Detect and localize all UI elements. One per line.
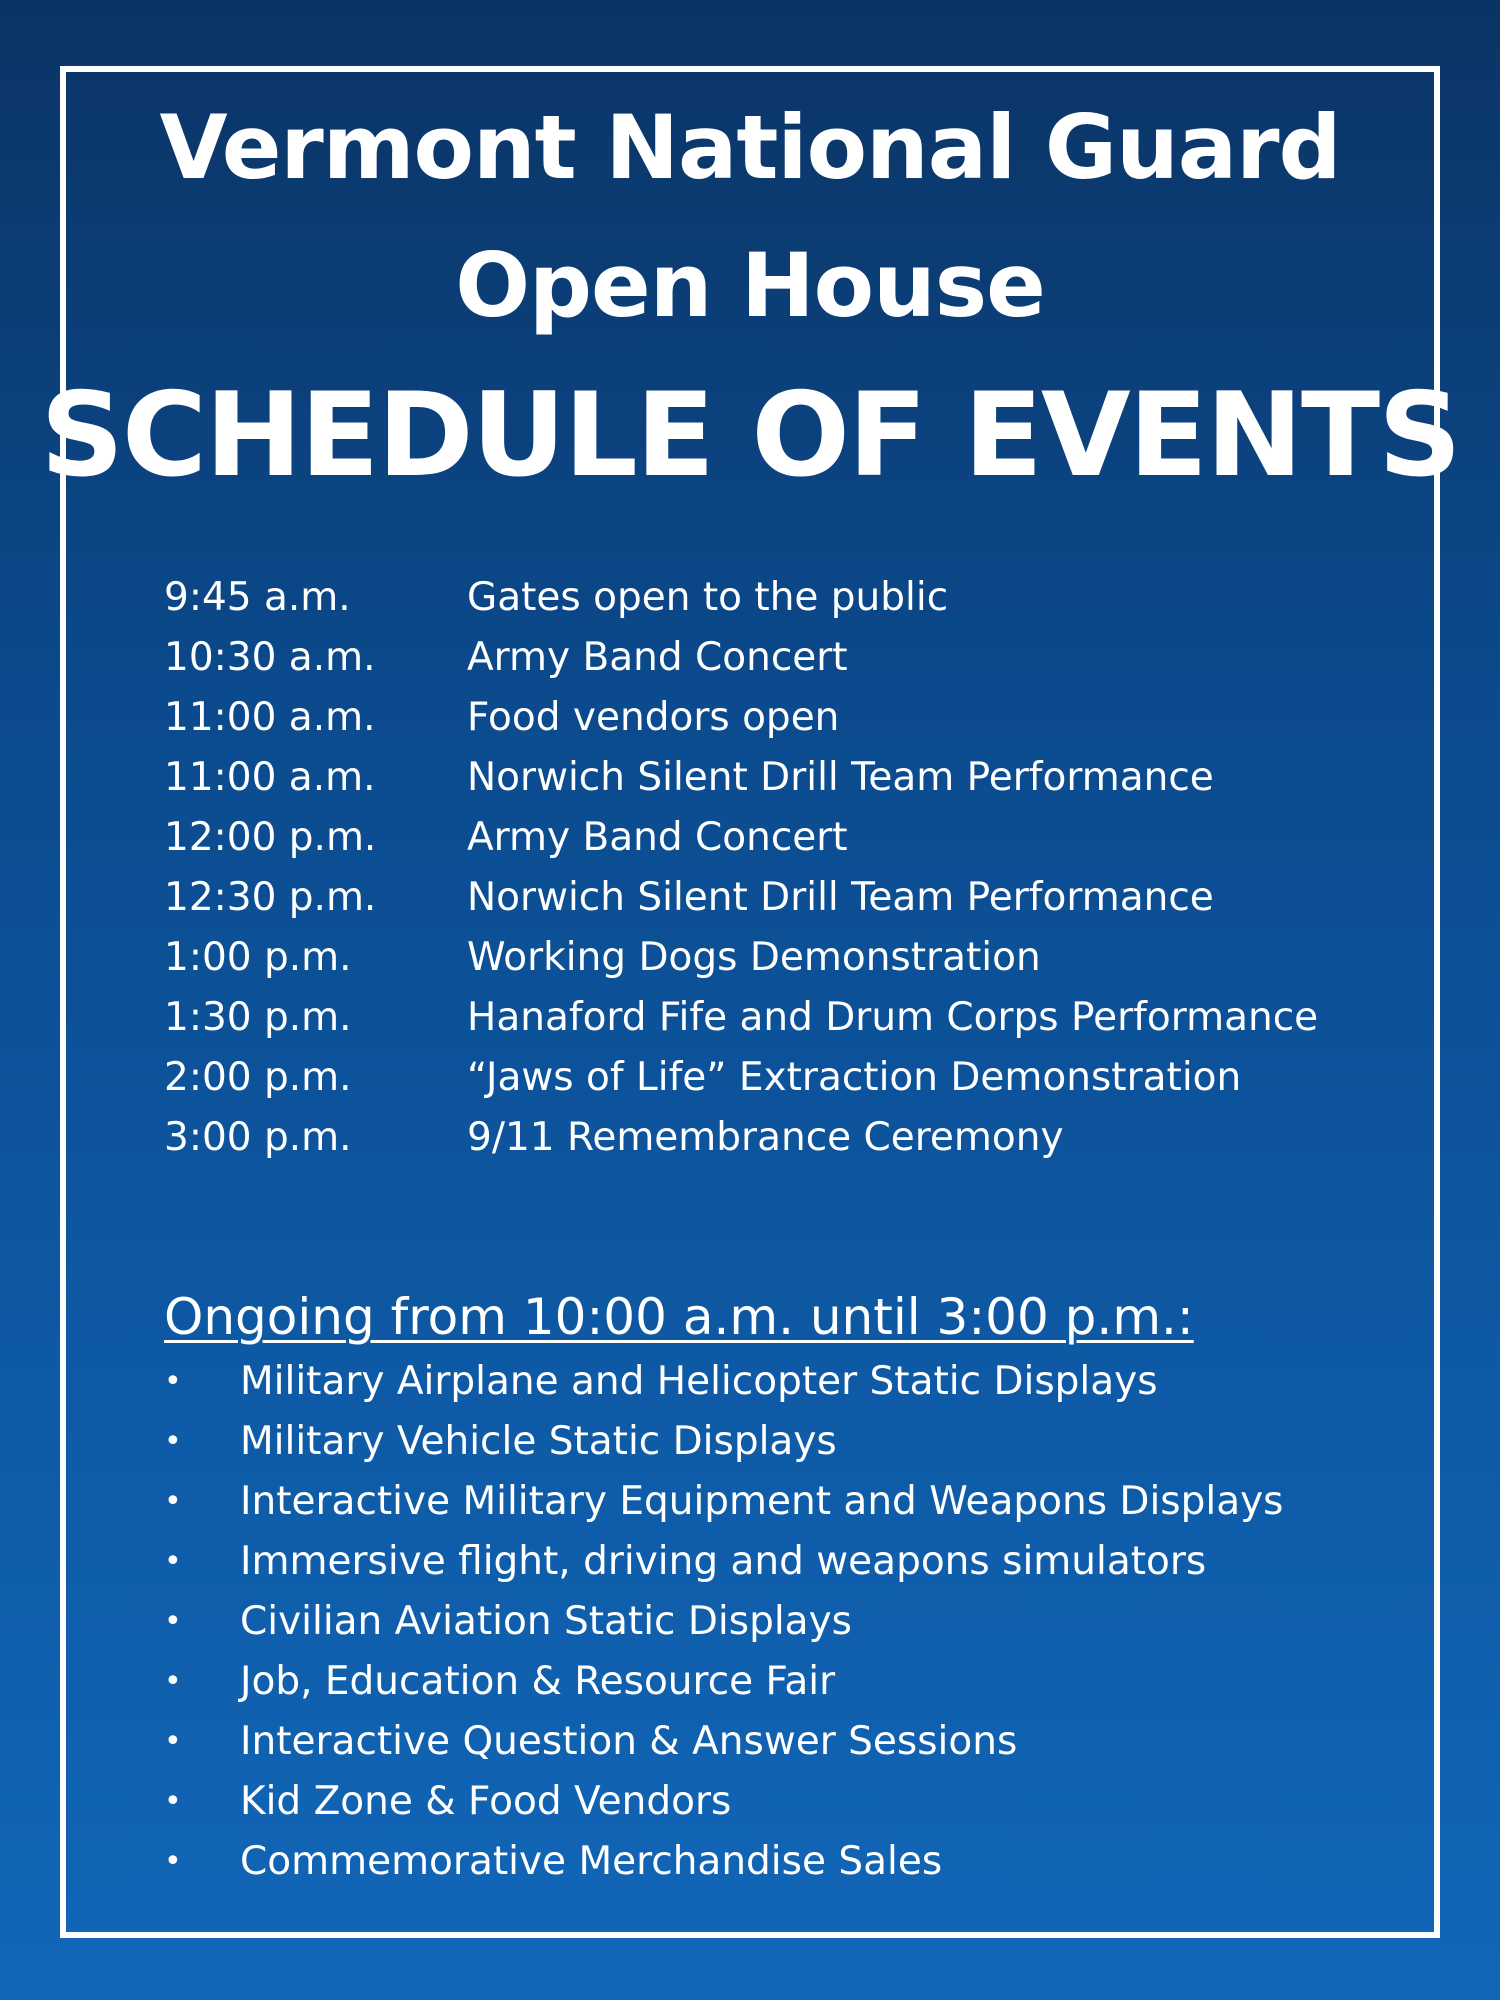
ongoing-item (164, 1592, 1394, 1652)
ongoing-item (164, 1412, 1394, 1472)
title-event-name: Open House (455, 234, 1045, 337)
ongoing-item (164, 1532, 1394, 1592)
schedule-event: Norwich Silent Drill Team Performance (467, 875, 1214, 920)
ongoing-item (164, 1772, 1394, 1832)
ongoing-item-label: Commemorative Merchandise Sales (240, 1839, 943, 1884)
schedule-row (164, 748, 1394, 808)
ongoing-item-label: Military Airplane and Helicopter Static Displays (240, 1359, 1158, 1404)
ongoing-item-label: Interactive Military Equipment and Weapons Displays (240, 1479, 1284, 1524)
ongoing-item (164, 1652, 1394, 1712)
schedule-time: 12:30 p.m. (164, 875, 377, 920)
schedule-event: Army Band Concert (467, 635, 848, 680)
title-schedule-heading: SCHEDULE OF EVENTS (40, 368, 1460, 503)
schedule-row (164, 628, 1394, 688)
bullet-icon: • (164, 1484, 182, 1519)
schedule-event: 9/11 Remembrance Ceremony (467, 1115, 1064, 1160)
ongoing-heading: Ongoing from 10:00 a.m. until 3:00 p.m.: (164, 1288, 1194, 1346)
ongoing-item-label: Military Vehicle Static Displays (240, 1419, 837, 1464)
bullet-icon: • (164, 1724, 182, 1759)
schedule-event: Gates open to the public (467, 575, 949, 620)
schedule-event: Food vendors open (467, 695, 840, 740)
title-organization: Vermont National Guard (159, 96, 1341, 199)
schedule-event: Hanaford Fife and Drum Corps Performance (467, 995, 1319, 1040)
bullet-icon: • (164, 1604, 182, 1639)
schedule-row (164, 868, 1394, 928)
ongoing-item (164, 1352, 1394, 1412)
schedule-row (164, 928, 1394, 988)
ongoing-item-label: Job, Education & Resource Fair (240, 1659, 836, 1704)
bullet-icon: • (164, 1424, 182, 1459)
schedule-row (164, 988, 1394, 1048)
schedule-time: 11:00 a.m. (164, 695, 376, 740)
ongoing-item-label: Interactive Question & Answer Sessions (240, 1719, 1018, 1764)
schedule-time: 9:45 a.m. (164, 575, 351, 620)
bullet-icon: • (164, 1664, 182, 1699)
bullet-icon: • (164, 1364, 182, 1399)
schedule-event: Army Band Concert (467, 815, 848, 860)
schedule-time: 1:00 p.m. (164, 935, 352, 980)
schedule-time: 2:00 p.m. (164, 1055, 352, 1100)
schedule-time: 12:00 p.m. (164, 815, 377, 860)
ongoing-section (164, 1282, 1394, 1892)
schedule-row (164, 1108, 1394, 1168)
bullet-icon: • (164, 1544, 182, 1579)
schedule-list (164, 568, 1394, 1168)
ongoing-item (164, 1472, 1394, 1532)
ongoing-item-label: Civilian Aviation Static Displays (240, 1599, 852, 1644)
schedule-time: 10:30 a.m. (164, 635, 376, 680)
ongoing-item-label: Kid Zone & Food Vendors (240, 1779, 732, 1824)
schedule-event: Working Dogs Demonstration (467, 935, 1041, 980)
ongoing-item-label: Immersive flight, driving and weapons simulators (240, 1539, 1207, 1584)
schedule-event: Norwich Silent Drill Team Performance (467, 755, 1214, 800)
ongoing-item (164, 1832, 1394, 1892)
schedule-row (164, 1048, 1394, 1108)
schedule-row (164, 808, 1394, 868)
schedule-event: “Jaws of Life” Extraction Demonstration (467, 1055, 1242, 1100)
schedule-time: 3:00 p.m. (164, 1115, 352, 1160)
ongoing-item (164, 1712, 1394, 1772)
schedule-time: 11:00 a.m. (164, 755, 376, 800)
schedule-row (164, 568, 1394, 628)
bullet-icon: • (164, 1784, 182, 1819)
bullet-icon: • (164, 1844, 182, 1879)
schedule-time: 1:30 p.m. (164, 995, 352, 1040)
schedule-row (164, 688, 1394, 748)
